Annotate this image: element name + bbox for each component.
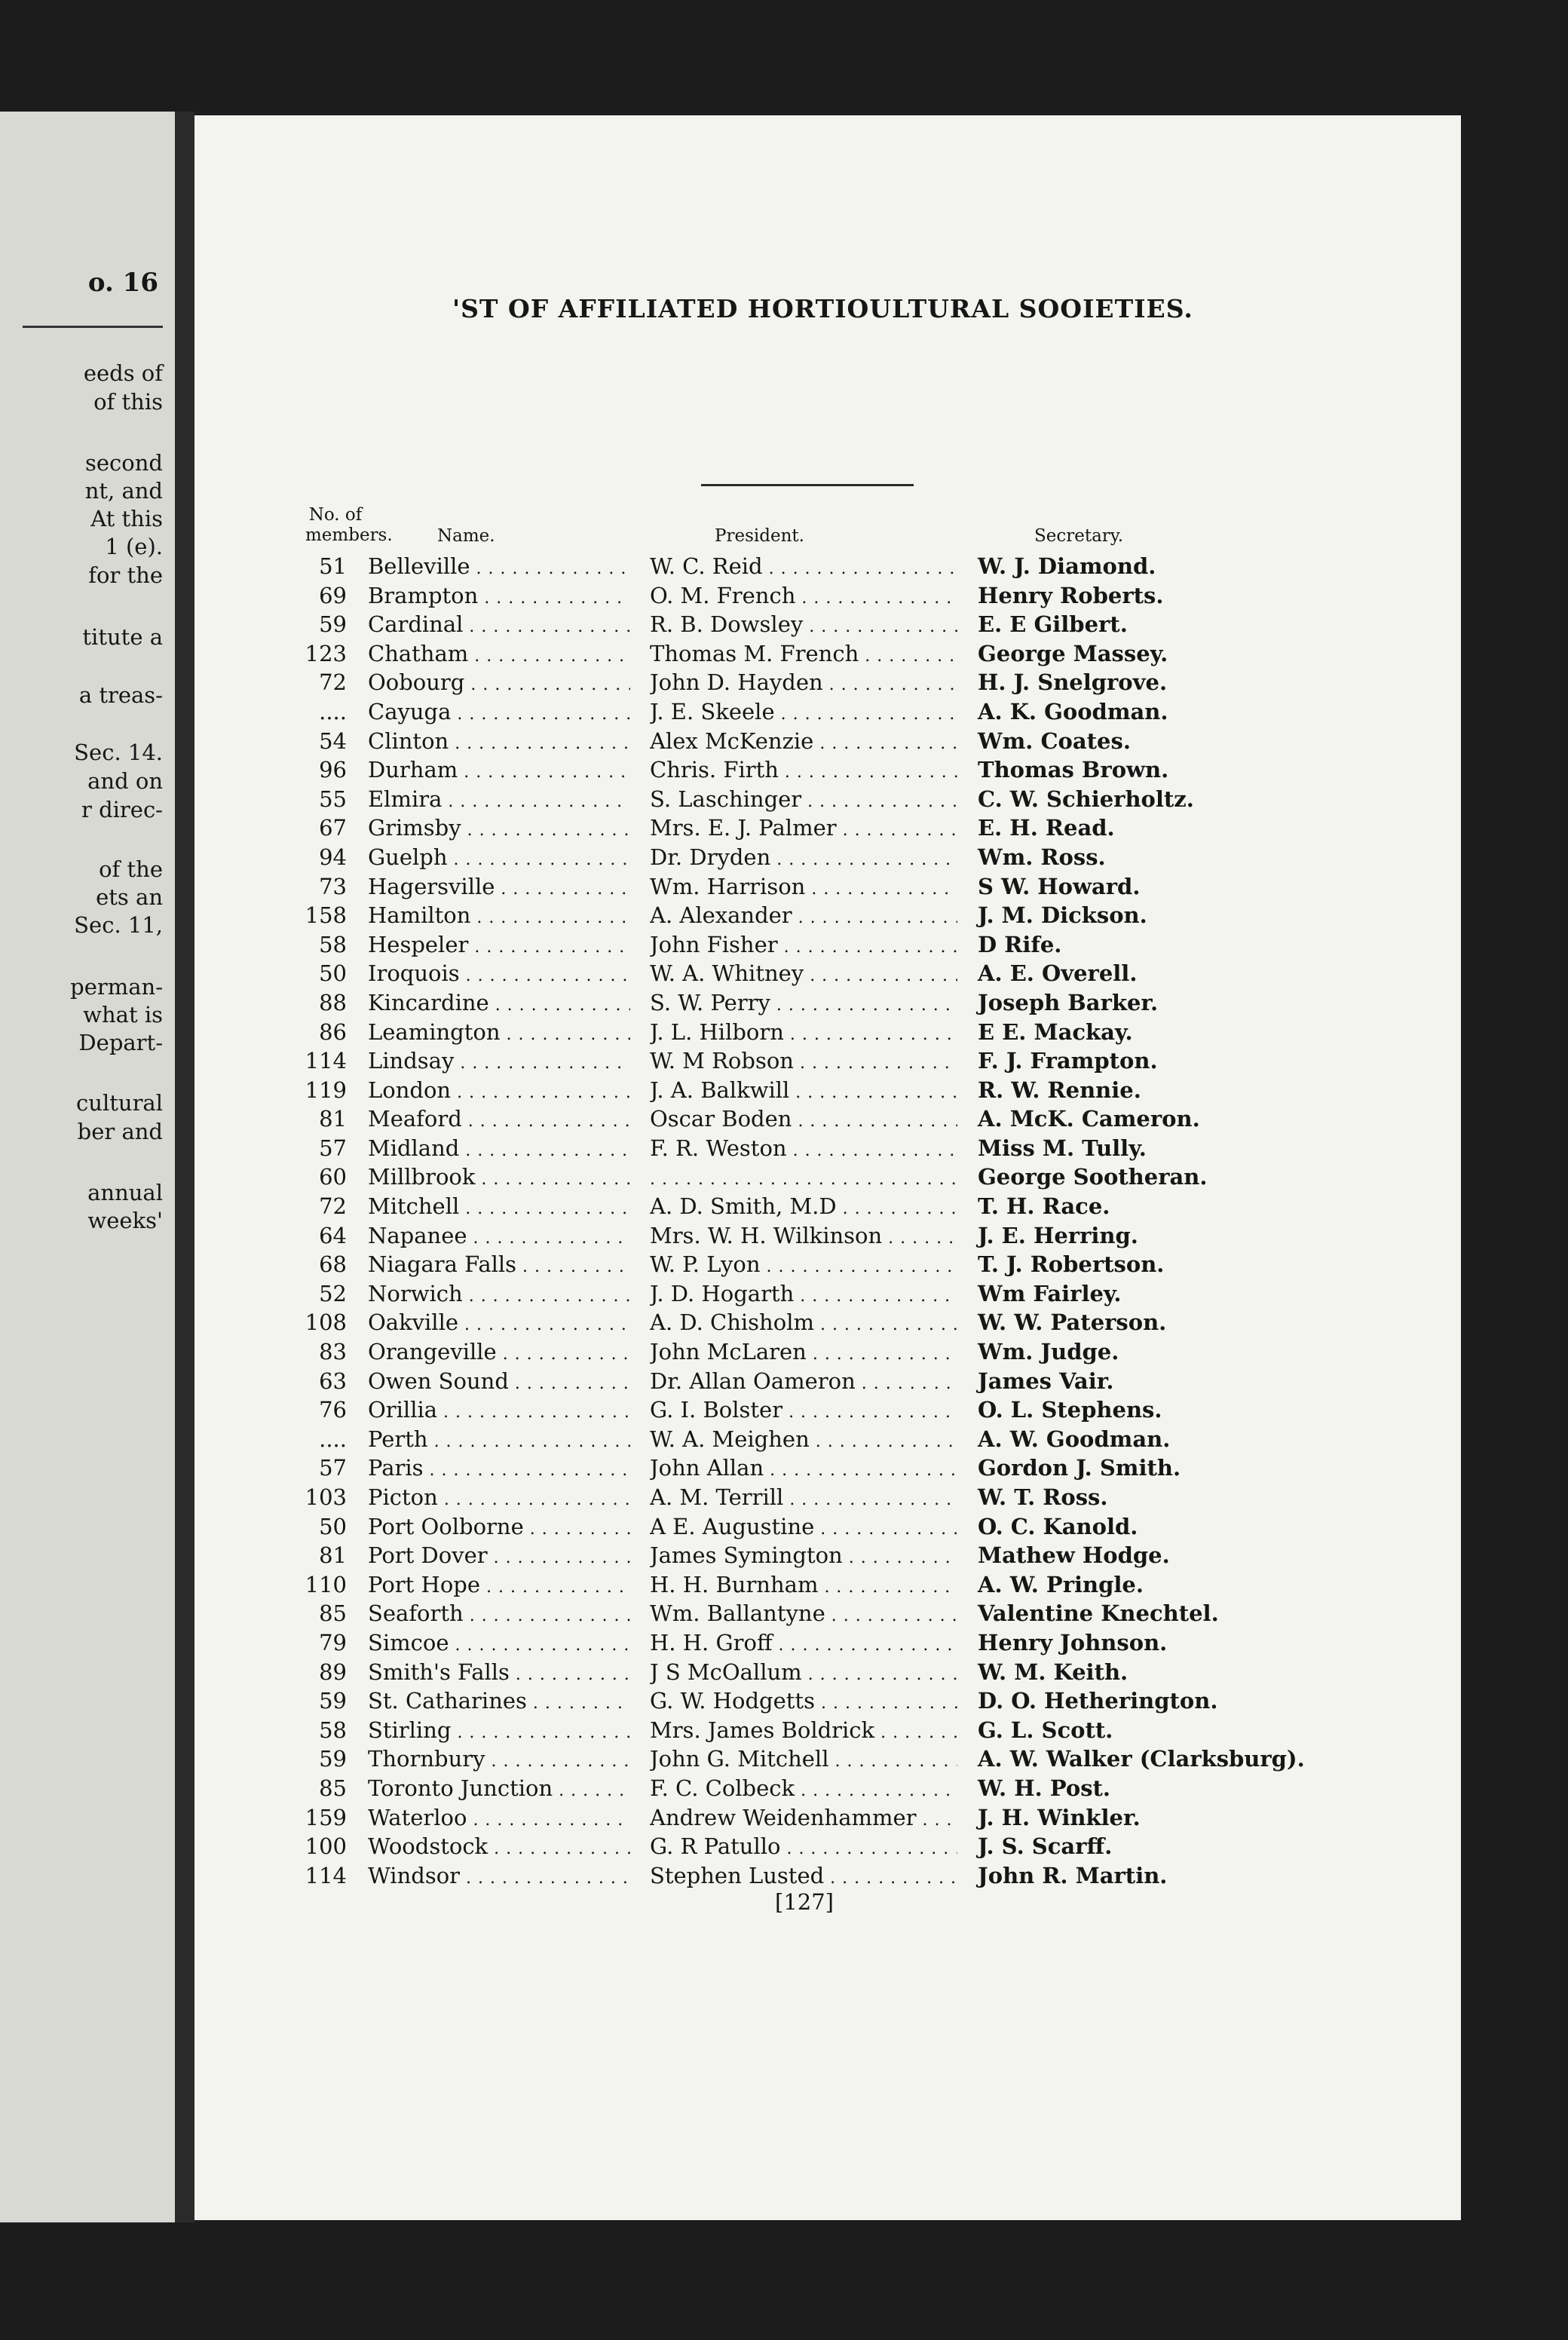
secretary-name: George Massey.: [978, 640, 1168, 666]
president-name: Oscar Boden . . .: [650, 1104, 957, 1137]
table-row: [0, 1658, 1568, 1687]
secretary-name: James Vair.: [978, 1368, 1114, 1394]
secretary-name: Mathew Hodge.: [978, 1542, 1170, 1569]
left-page-line: for the: [88, 562, 163, 588]
society-name: Guelph . . .: [368, 843, 630, 875]
society-name: Millbrook . . .: [368, 1162, 630, 1195]
president-name: [650, 1162, 957, 1195]
member-count: 51: [319, 553, 347, 579]
table-row: [0, 1425, 1568, 1454]
society-name: Hespeler . . .: [368, 930, 630, 963]
secretary-name: W. W. Paterson.: [978, 1309, 1167, 1336]
table-row: [0, 930, 1568, 960]
society-name: Picton . . .: [368, 1483, 630, 1515]
president-name: A E. Augustine . . .: [650, 1512, 957, 1545]
left-page-line: 1 (e).: [105, 534, 163, 559]
secretary-name: J. M. Dickson.: [978, 902, 1147, 929]
president-name: John D. Hayden . . .: [650, 668, 957, 700]
table-row: [0, 1803, 1568, 1833]
member-count: 57: [319, 1455, 347, 1481]
member-count: 86: [319, 1018, 347, 1045]
society-name: Elmira . . .: [368, 785, 630, 817]
table-row: [0, 1308, 1568, 1337]
member-count: 60: [319, 1164, 347, 1190]
member-count: 63: [319, 1368, 347, 1394]
table-row: [0, 1279, 1568, 1309]
left-page-line: annual: [87, 1180, 163, 1205]
secretary-name: Joseph Barker.: [978, 989, 1159, 1015]
table-row: [0, 1512, 1568, 1542]
president-name: F. C. Colbeck . . .: [650, 1774, 957, 1806]
member-count: 96: [319, 757, 347, 783]
member-count: 114: [305, 1862, 347, 1888]
table-row: [0, 872, 1568, 902]
society-name: Leamington . . .: [368, 1018, 630, 1050]
member-count: 55: [319, 786, 347, 812]
member-count: 85: [319, 1600, 347, 1627]
table-row: [0, 1453, 1568, 1483]
table-row: [0, 755, 1568, 785]
society-name: Grimsby . . .: [368, 813, 630, 846]
society-name: Clinton . . .: [368, 727, 630, 759]
table-row: [0, 901, 1568, 930]
society-name: Toronto Junction . . .: [368, 1774, 630, 1806]
secretary-name: Wm Fairley.: [978, 1280, 1122, 1306]
member-count: 94: [319, 844, 347, 870]
society-name: Norwich . . .: [368, 1279, 630, 1312]
member-count: 108: [305, 1309, 347, 1336]
table-row: [0, 1599, 1568, 1628]
society-name: Perth . . .: [368, 1425, 630, 1457]
left-page-line: weeks': [87, 1208, 163, 1233]
president-name: John G. Mitchell . . .: [650, 1744, 957, 1777]
left-page-line: perman-: [70, 974, 163, 1000]
society-name: Hamilton . . .: [368, 901, 630, 933]
secretary-name: Wm. Ross.: [978, 844, 1106, 870]
president-name: A. M. Terrill . . .: [650, 1483, 957, 1515]
left-page-line: Sec. 14.: [74, 740, 163, 765]
left-page-line: eeds of: [83, 360, 163, 386]
society-name: Paris . . .: [368, 1453, 630, 1486]
society-name: Mitchell . . .: [368, 1192, 630, 1224]
member-count: 59: [319, 1688, 347, 1714]
president-name: J S McOallum . . .: [650, 1658, 957, 1690]
society-name: Port Dover . . .: [368, 1541, 630, 1573]
member-count: 64: [319, 1222, 347, 1248]
member-count: 76: [319, 1397, 347, 1423]
left-page-line: titute a: [82, 624, 163, 650]
secretary-name: Wm. Coates.: [978, 727, 1131, 754]
society-name: Woodstock . . .: [368, 1832, 630, 1864]
president-name: Chris. Firth . . .: [650, 755, 957, 788]
society-name: Midland . . .: [368, 1134, 630, 1166]
member-count: 58: [319, 931, 347, 957]
table-row: [0, 813, 1568, 843]
secretary-name: T. H. Race.: [978, 1193, 1110, 1220]
society-name: Oobourg . . .: [368, 668, 630, 700]
society-name: Durham . . .: [368, 755, 630, 788]
left-page-line: and on: [87, 768, 163, 794]
member-count: 50: [319, 1513, 347, 1539]
secretary-name: R. W. Rennie.: [978, 1077, 1141, 1103]
left-page-line: Depart-: [78, 1030, 163, 1055]
secretary-name: H. J. Snelgrove.: [978, 669, 1168, 696]
president-name: J. A. Balkwill . . .: [650, 1076, 957, 1108]
member-count: 103: [305, 1484, 347, 1510]
member-count: 54: [319, 727, 347, 754]
society-name: Stirling . . .: [368, 1716, 630, 1748]
president-name: Wm. Ballantyne . . .: [650, 1599, 957, 1631]
secretary-name: E E. Mackay.: [978, 1018, 1133, 1045]
secretary-name: S W. Howard.: [978, 873, 1141, 899]
table-row: [0, 610, 1568, 639]
table-row: [0, 1686, 1568, 1716]
president-name: John Fisher . . .: [650, 930, 957, 963]
society-name: Seaforth . . .: [368, 1599, 630, 1631]
left-page-line: what is: [83, 1002, 163, 1028]
president-name: G. W. Hodgetts . . .: [650, 1686, 957, 1719]
table-row: [0, 727, 1568, 756]
header-secretary: Secretary.: [1034, 526, 1124, 546]
president-name: John Allan . . .: [650, 1453, 957, 1486]
table-row: [0, 1367, 1568, 1396]
society-name: Niagara Falls . . .: [368, 1250, 630, 1282]
left-page-number: o. 16: [87, 268, 158, 298]
secretary-name: A. McK. Cameron.: [978, 1106, 1200, 1132]
table-row: [0, 1337, 1568, 1367]
member-count: 89: [319, 1659, 347, 1685]
table-row: [0, 1541, 1568, 1570]
table-row: [0, 785, 1568, 814]
table-row: [0, 1104, 1568, 1134]
header-president: President.: [715, 526, 804, 546]
secretary-name: O. L. Stephens.: [978, 1397, 1162, 1423]
president-name: Mrs. E. J. Palmer . . .: [650, 813, 957, 846]
secretary-name: A. W. Pringle.: [978, 1571, 1144, 1597]
president-name: S. Laschinger . . .: [650, 785, 957, 817]
society-name: Belleville . . .: [368, 552, 630, 584]
president-name: H. H. Burnham . . .: [650, 1570, 957, 1603]
society-name: Brampton . . .: [368, 581, 630, 614]
table-row: [0, 1570, 1568, 1600]
secretary-name: A. E. Overell.: [978, 960, 1138, 987]
secretary-name: E. E Gilbert.: [978, 611, 1128, 638]
table-row: [0, 843, 1568, 872]
member-count: 81: [319, 1106, 347, 1132]
societies-table: [0, 552, 1568, 1890]
left-page-line: second: [85, 450, 163, 476]
secretary-name: J. S. Scarff.: [978, 1833, 1113, 1860]
left-page-line: Sec. 11,: [74, 912, 163, 938]
member-count: 58: [319, 1717, 347, 1743]
table-row: [0, 639, 1568, 669]
table-row: [0, 1162, 1568, 1192]
table-row: [0, 1250, 1568, 1279]
header-name: Name.: [437, 526, 495, 546]
secretary-name: F. J. Frampton.: [978, 1048, 1158, 1074]
member-count: 123: [305, 640, 347, 666]
secretary-name: A. W. Goodman.: [978, 1426, 1171, 1452]
society-name: Windsor . . .: [368, 1861, 630, 1894]
president-name: A. D. Smith, M.D . . .: [650, 1192, 957, 1224]
society-name: Waterloo . . .: [368, 1803, 630, 1836]
president-name: A. D. Chisholm . . .: [650, 1308, 957, 1340]
society-name: Oakville . . .: [368, 1308, 630, 1340]
table-row: [0, 1628, 1568, 1658]
title-rule: [701, 484, 914, 486]
society-name: Orillia . . .: [368, 1395, 630, 1428]
secretary-name: John R. Martin.: [978, 1862, 1168, 1888]
secretary-name: E. H. Read.: [978, 815, 1115, 841]
left-page-line: r direc-: [81, 797, 163, 822]
table-row: [0, 581, 1568, 611]
member-count: 110: [305, 1571, 347, 1597]
table-row: [0, 1221, 1568, 1251]
table-row: [0, 697, 1568, 727]
president-name: W. A. Meighen . . .: [650, 1425, 957, 1457]
secretary-name: D Rife.: [978, 931, 1062, 957]
president-name: John McLaren . . .: [650, 1337, 957, 1370]
society-name: London . . .: [368, 1076, 630, 1108]
president-name: G. I. Bolster . . .: [650, 1395, 957, 1428]
table-row: [0, 552, 1568, 581]
member-count: 68: [319, 1251, 347, 1278]
table-row: [0, 1134, 1568, 1163]
page-number: [127]: [775, 1889, 834, 1915]
left-page-line: ber and: [77, 1119, 163, 1144]
secretary-name: W. M. Keith.: [978, 1659, 1129, 1685]
member-count: 158: [305, 902, 347, 929]
left-page-line: of the: [99, 856, 163, 882]
member-count: 50: [319, 960, 347, 987]
member-count: 79: [319, 1629, 347, 1655]
member-count: 85: [319, 1775, 347, 1801]
member-count: 119: [305, 1077, 347, 1103]
left-page-line: cultural: [76, 1090, 163, 1116]
member-count: 159: [305, 1804, 347, 1830]
society-name: Thornbury . . .: [368, 1744, 630, 1777]
table-row: [0, 1861, 1568, 1891]
president-name: S. W. Perry . . .: [650, 988, 957, 1021]
society-name: Cayuga . . .: [368, 697, 630, 730]
secretary-name: Thomas Brown.: [978, 757, 1169, 783]
society-name: Port Oolborne . . .: [368, 1512, 630, 1545]
secretary-name: D. O. Hetherington.: [978, 1688, 1218, 1714]
president-name: G. R Patullo . . .: [650, 1832, 957, 1864]
president-name: Wm. Harrison . . .: [650, 872, 957, 905]
left-page-line: of this: [93, 389, 163, 415]
society-name: Meaford . . .: [368, 1104, 630, 1137]
president-name: Andrew Weidenhammer . . .: [650, 1803, 957, 1836]
table-row: [0, 1018, 1568, 1047]
left-page-line: nt, and: [84, 478, 163, 504]
secretary-name: W. H. Post.: [978, 1775, 1111, 1801]
society-name: Owen Sound . . .: [368, 1367, 630, 1399]
president-name: R. B. Dowsley . . .: [650, 610, 957, 642]
society-name: Lindsay . . .: [368, 1046, 630, 1079]
secretary-name: C. W. Schierholtz.: [978, 786, 1194, 812]
president-name: W. M Robson . . .: [650, 1046, 957, 1079]
secretary-name: Wm. Judge.: [978, 1339, 1119, 1365]
table-row: [0, 1395, 1568, 1425]
secretary-name: Henry Roberts.: [978, 582, 1164, 608]
member-count: 59: [319, 1746, 347, 1772]
president-name: J. E. Skeele . . .: [650, 697, 957, 730]
member-count: 88: [319, 989, 347, 1015]
left-page-rule: [23, 326, 163, 328]
secretary-name: George Sootheran.: [978, 1164, 1208, 1190]
table-row: [0, 1483, 1568, 1512]
president-name: H. H. Groff . . .: [650, 1628, 957, 1661]
society-name: Chatham . . .: [368, 639, 630, 672]
member-count: 72: [319, 669, 347, 696]
secretary-name: A. K. Goodman.: [978, 698, 1168, 724]
table-row: [0, 1192, 1568, 1221]
secretary-name: J. H. Winkler.: [978, 1804, 1141, 1830]
table-row: [0, 988, 1568, 1018]
member-count: 100: [305, 1833, 347, 1860]
society-name: Napanee . . .: [368, 1221, 630, 1254]
president-name: Dr. Allan Oameron . . .: [650, 1367, 957, 1399]
table-row: [0, 1774, 1568, 1803]
secretary-name: O. C. Kanold.: [978, 1513, 1138, 1539]
member-count: 72: [319, 1193, 347, 1220]
member-count: 73: [319, 873, 347, 899]
society-name: Cardinal . . .: [368, 610, 630, 642]
president-name: Alex McKenzie . . .: [650, 727, 957, 759]
member-count: 81: [319, 1542, 347, 1569]
table-row: [0, 959, 1568, 988]
table-row: [0, 668, 1568, 697]
member-count: 67: [319, 815, 347, 841]
president-name: A. Alexander . . .: [650, 901, 957, 933]
president-name: Mrs. James Boldrick . . .: [650, 1716, 957, 1748]
member-count: 52: [319, 1280, 347, 1306]
table-row: [0, 1744, 1568, 1774]
president-name: J. D. Hogarth . . .: [650, 1279, 957, 1312]
president-name: W. A. Whitney . . .: [650, 959, 957, 991]
society-name: Iroquois . . .: [368, 959, 630, 991]
president-name: Dr. Dryden . . .: [650, 843, 957, 875]
member-count: ....: [319, 1426, 347, 1452]
secretary-name: J. E. Herring.: [978, 1222, 1138, 1248]
member-count: 114: [305, 1048, 347, 1074]
society-name: Hagersville . . .: [368, 872, 630, 905]
table-row: [0, 1076, 1568, 1105]
president-name: J. L. Hilborn . . .: [650, 1018, 957, 1050]
secretary-name: G. L. Scott.: [978, 1717, 1113, 1743]
president-name: F. R. Weston . . .: [650, 1134, 957, 1166]
secretary-name: W. T. Ross.: [978, 1484, 1108, 1510]
left-page-line: a treas-: [78, 682, 163, 708]
society-name: Kincardine . . .: [368, 988, 630, 1021]
member-count: 57: [319, 1135, 347, 1161]
member-count: 83: [319, 1339, 347, 1365]
president-name: W. C. Reid . . .: [650, 552, 957, 584]
table-row: [0, 1832, 1568, 1861]
member-count: 69: [319, 582, 347, 608]
secretary-name: T. J. Robertson.: [978, 1251, 1165, 1278]
president-name: O. M. French . . .: [650, 581, 957, 614]
secretary-name: Valentine Knechtel.: [978, 1600, 1219, 1627]
society-name: Smith's Falls . . .: [368, 1658, 630, 1690]
secretary-name: Gordon J. Smith.: [978, 1455, 1181, 1481]
secretary-name: A. W. Walker (Clarksburg).: [978, 1746, 1305, 1772]
society-name: Orangeville . . .: [368, 1337, 630, 1370]
secretary-name: Miss M. Tully.: [978, 1135, 1147, 1161]
society-name: Port Hope . . .: [368, 1570, 630, 1603]
member-count: 59: [319, 611, 347, 638]
president-name: Thomas M. French . . .: [650, 639, 957, 672]
secretary-name: W. J. Diamond.: [978, 553, 1156, 579]
president-name: W. P. Lyon . . .: [650, 1250, 957, 1282]
member-count: ....: [319, 698, 347, 724]
table-row: [0, 1046, 1568, 1076]
president-name: James Symington . . .: [650, 1541, 957, 1573]
left-page-line: At this: [90, 506, 163, 531]
society-name: St. Catharines . . .: [368, 1686, 630, 1719]
header-members: No. of members.: [305, 505, 393, 545]
table-row: [0, 1716, 1568, 1745]
page-title: 'ST OF AFFILIATED HORTIOULTURAL SOOIETIES.: [452, 294, 1193, 323]
left-page-line: ets an: [96, 884, 163, 910]
president-name: Stephen Lusted . . .: [650, 1861, 957, 1894]
president-name: Mrs. W. H. Wilkinson . . .: [650, 1221, 957, 1254]
secretary-name: Henry Johnson.: [978, 1629, 1168, 1655]
society-name: Simcoe . . .: [368, 1628, 630, 1661]
